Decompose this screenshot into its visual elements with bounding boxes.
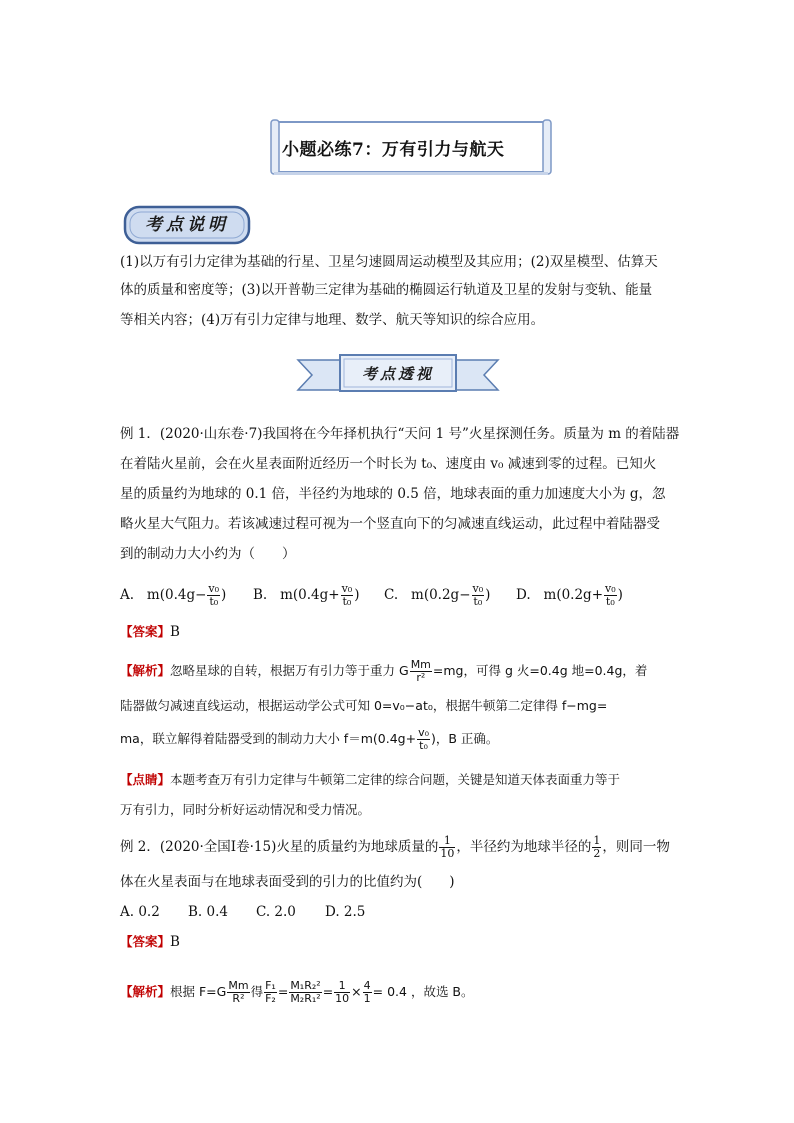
fraction: $\frac{\text{v₀}}{\text{t₀}}$ [418,726,429,752]
fraction: $\frac{1}{10}$ [335,979,350,1005]
ex1-option-d: D. m(0.2g+ $\frac{\text{v₀}}{\text{t₀}}$ ) [516,582,623,608]
fraction: $\frac{4}{1}$ [363,979,371,1005]
answer-tag: 【答案】 [120,624,171,639]
ex1-line-4: 略火星大气阻力。若该减速过程可视为一个竖直向下的匀减速直线运动，此过程中着陆器受 [120,516,660,532]
page-title: 小题必练7：万有引力与航天 [282,140,505,160]
ex1-analysis-line-1: 【解析】忽略星球的自转，根据万有引力等于重力 G $\frac{Mm}{\text{r²}}$ =mg，可得 g 火=0.4g 地=0.4g，着 [120,658,648,684]
ex1-option-a: A. m(0.4g− $\frac{\text{v₀}}{\text{t₀}}$ ) [120,582,227,608]
fraction: $\frac{1}{2}$ [593,834,601,860]
ex1-line-2: 在着陆火星前，会在火星表面附近经历一个时长为 t₀、速度由 v₀ 减速到零的过程。已知火 [120,456,657,472]
ex2-line-1: 例 2．(2020·全国Ⅰ卷·15)火星的质量约为地球质量的 $\frac{1}{10}$ ，半径约为地球半径的 $\frac{1}{2}$ ，则同一物 [120,834,670,860]
fraction: $\frac{Mm}{\text{R²}}$ [228,979,249,1005]
fraction: $\frac{\text{v₀}}{\text{t₀}}$ [208,582,220,608]
answer-value: B [170,624,180,640]
ex2-line-2: 体在火星表面与在地球表面受到的引力的比值约为( ) [120,874,455,890]
ex1-comment-line-1: 【点睛】本题考查万有引力定律与牛顿第二定律的综合问题，关键是知道天体表面重力等于 [120,772,621,787]
analysis-tag: 【解析】 [120,984,171,999]
section-badge-key-points [122,204,252,246]
fraction: $\frac{\text{v₀}}{\text{t₀}}$ [341,582,353,608]
ex1-analysis-line-3: ma，联立解得着陆器受到的制动力大小 f＝m(0.4g+ $\frac{\text{v₀}}{\text{t₀}}$ )，B 正确。 [120,726,499,752]
fraction: $\frac{\text{M₁R₂²}}{\text{M₂R₁²}}$ [290,979,321,1005]
intro-line-3: 等相关内容；(4)万有引力定律与地理、数学、航天等知识的综合应用。 [120,312,545,328]
section-badge-label: 考点说明 [145,215,229,235]
fraction: $\frac{\text{v₀}}{\text{t₀}}$ [472,582,484,608]
ex1-analysis-line-2: 陆器做匀减速直线运动，根据运动学公式可知 0=v₀−at₀，根据牛顿第二定律得 f−mg= [120,698,608,713]
ex2-option-a: A. 0.2 [120,904,160,920]
comment-tag: 【点睛】 [120,772,171,787]
ex2-answer [120,928,180,956]
answer-tag: 【答案】 [120,934,171,949]
fraction: $\frac{1}{10}$ [440,834,455,860]
ex1-option-c: C. m(0.2g− $\frac{\text{v₀}}{\text{t₀}}$ ) [384,582,491,608]
section-banner-label: 考点透视 [361,365,434,383]
section-banner-analysis [296,352,500,398]
ex1-line-5: 到的制动力大小约为（ ） [120,546,296,562]
intro-line-1: (1)以万有引力定律为基础的行星、卫星匀速圆周运动模型及其应用；(2)双星模型、估算天 [120,254,658,270]
ex2-option-d: D. 2.5 [325,904,366,920]
fraction: $\frac{\text{F₁}}{\text{F₂}}$ [265,979,276,1005]
ex1-answer [120,618,180,646]
ex2-option-c: C. 2.0 [256,904,296,920]
analysis-tag: 【解析】 [120,663,171,678]
fraction: $\frac{\text{v₀}}{\text{t₀}}$ [605,582,616,608]
ex2-option-b: B. 0.4 [188,904,228,920]
ex1-comment-line-2: 万有引力，同时分析好运动情况和受力情况。 [120,802,371,817]
ex2-analysis: 【解析】根据 F=G $\frac{Mm}{\text{R²}}$ 得 $\frac{\text{F₁}}{\text{F₂}}$ = $\frac{\text{M₁R₂²}}{\text{M₂R₁²}}$ = $\frac{1}{10}$ × $\frac{4}{1}$ = 0.4 ，故选 B。 [120,979,474,1005]
intro-line-2: 体的质量和密度等；(3)以开普勒三定律为基础的椭圆运行轨道及卫星的发射与变轨、能量 [120,282,653,298]
ex1-line-1: 例 1．(2020·山东卷·7)我国将在今年择机执行“天问 1 号”火星探测任务。质量为 m 的着陆器 [120,426,680,442]
fraction: $\frac{Mm}{\text{r²}}$ [410,658,431,684]
ex1-option-b: B. m(0.4g+ $\frac{\text{v₀}}{\text{t₀}}$ ) [253,582,360,608]
title-banner [268,116,554,178]
answer-value: B [170,934,180,950]
ex1-line-3: 星的质量约为地球的 0.1 倍，半径约为地球的 0.5 倍，地球表面的重力加速度大小为 g，忽 [120,486,666,502]
